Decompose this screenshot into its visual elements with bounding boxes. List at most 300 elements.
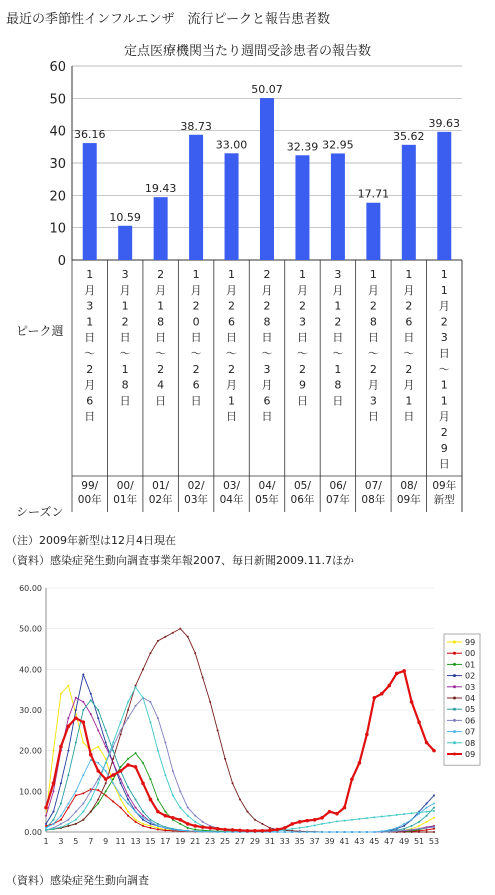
series-point-05	[157, 823, 159, 825]
series-point-08	[112, 742, 114, 744]
series-point-07	[82, 774, 84, 776]
series-point-01	[187, 827, 189, 829]
series-point-04	[157, 640, 159, 642]
series-point-09	[261, 829, 265, 833]
series-point-99	[433, 817, 435, 819]
series-point-00	[105, 794, 107, 796]
season-label-line2: 02年	[148, 494, 173, 506]
x-tick-label: 47	[384, 837, 395, 846]
series-point-09	[335, 812, 339, 816]
series-point-04	[187, 636, 189, 638]
series-line-08	[46, 687, 434, 831]
series-line-04	[46, 629, 434, 832]
series-point-06	[179, 790, 181, 792]
series-point-04	[105, 782, 107, 784]
series-point-01	[142, 762, 144, 764]
series-point-08	[142, 697, 144, 699]
series-point-99	[60, 693, 62, 695]
series-point-08	[52, 828, 54, 830]
series-point-01	[149, 778, 151, 780]
series-point-03	[120, 778, 122, 780]
season-label-line2: 07年	[325, 494, 350, 506]
legend-marker-05	[453, 708, 456, 711]
series-point-04	[426, 831, 428, 833]
series-point-09	[82, 720, 86, 724]
x-tick-label: 9	[103, 837, 109, 846]
series-point-04	[433, 831, 435, 833]
series-point-02	[105, 742, 107, 744]
series-point-09	[343, 806, 347, 810]
peak-week-table	[72, 260, 462, 512]
series-point-06	[75, 811, 77, 813]
peak-week-label: 2 月 1 8 日〜 2 4 日	[155, 268, 167, 408]
series-point-09	[67, 724, 71, 728]
series-point-00	[112, 801, 114, 803]
series-point-07	[411, 819, 413, 821]
series-point-09	[104, 777, 108, 781]
series-line-99	[46, 686, 434, 832]
series-point-08	[403, 813, 405, 815]
series-point-08	[75, 819, 77, 821]
series-point-08	[351, 819, 353, 821]
bar	[295, 155, 309, 260]
line-chart	[0, 570, 495, 855]
series-point-06	[433, 826, 435, 828]
series-point-08	[366, 817, 368, 819]
series-point-07	[149, 821, 151, 823]
x-tick-label: 37	[309, 837, 320, 846]
series-point-07	[388, 829, 390, 831]
series-point-03	[135, 807, 137, 809]
legend-label-01: 01	[465, 660, 476, 670]
series-point-08	[105, 762, 107, 764]
series-point-07	[343, 831, 345, 833]
series-point-08	[358, 818, 360, 820]
note-text: （注）2009年新型は12月4日現在	[6, 534, 176, 547]
series-point-09	[290, 822, 294, 826]
series-point-08	[120, 721, 122, 723]
y-tick-label: 60	[49, 60, 66, 75]
series-point-03	[142, 815, 144, 817]
peak-week-label: 1 月 2 6 日〜 2 月 1 日	[226, 268, 238, 424]
series-point-05	[105, 729, 107, 731]
season-label-line1: 05/	[294, 480, 311, 492]
legend-marker-00	[453, 652, 456, 655]
series-point-09	[52, 781, 56, 785]
series-point-08	[172, 794, 174, 796]
series-point-06	[418, 828, 420, 830]
series-point-09	[208, 826, 212, 830]
series-point-06	[112, 746, 114, 748]
series-point-04	[254, 819, 256, 821]
series-point-99	[97, 746, 99, 748]
series-point-07	[52, 823, 54, 825]
series-point-08	[411, 812, 413, 814]
series-point-01	[179, 823, 181, 825]
season-label-line1: 09年	[432, 480, 457, 492]
series-point-02	[67, 750, 69, 752]
series-point-03	[127, 794, 129, 796]
series-point-06	[411, 829, 413, 831]
series-point-08	[164, 774, 166, 776]
peak-week-label: ピーク週	[16, 324, 64, 338]
season-label: シーズン	[16, 505, 64, 519]
series-point-09	[179, 818, 183, 822]
series-point-09	[149, 798, 153, 802]
series-point-09	[328, 810, 332, 814]
series-point-09	[305, 819, 309, 823]
series-point-06	[202, 821, 204, 823]
series-point-02	[426, 803, 428, 805]
bar	[118, 226, 132, 260]
series-point-02	[52, 811, 54, 813]
series-point-07	[306, 831, 308, 833]
series-point-00	[149, 827, 151, 829]
series-point-05	[149, 819, 151, 821]
peak-week-label: 1 月 2 6 日〜 2 月 1 日	[403, 268, 415, 424]
series-point-04	[261, 823, 263, 825]
series-point-05	[67, 774, 69, 776]
series-point-07	[381, 830, 383, 832]
series-point-07	[179, 829, 181, 831]
series-point-00	[82, 792, 84, 794]
line-chart-series	[44, 628, 436, 833]
series-point-99	[105, 758, 107, 760]
series-point-05	[60, 803, 62, 805]
peak-week-label: 3 月 1 2 日〜 1 8 日	[332, 268, 344, 408]
series-point-07	[45, 827, 47, 829]
series-point-09	[216, 827, 220, 831]
series-point-04	[127, 709, 129, 711]
peak-week-label: 1 月 3 1 日〜 2 月 6 日	[84, 268, 96, 424]
series-point-04	[194, 652, 196, 654]
series-point-09	[201, 825, 205, 829]
series-point-09	[141, 781, 145, 785]
series-point-08	[149, 721, 151, 723]
series-point-03	[97, 729, 99, 731]
y-tick-label: 50	[49, 92, 66, 108]
series-point-00	[157, 829, 159, 831]
data-label: 10.59	[109, 210, 141, 224]
series-point-05	[75, 742, 77, 744]
series-point-09	[373, 696, 377, 700]
data-label: 50.07	[251, 83, 283, 97]
x-tick-label: 31	[264, 837, 275, 846]
series-point-99	[142, 823, 144, 825]
y-tick-label: 0.00	[24, 828, 42, 837]
series-point-01	[135, 752, 137, 754]
series-point-08	[314, 824, 316, 826]
series-point-04	[224, 758, 226, 760]
series-point-02	[149, 823, 151, 825]
series-point-09	[358, 761, 362, 765]
series-point-99	[82, 742, 84, 744]
series-point-09	[432, 749, 436, 753]
series-point-04	[179, 628, 181, 630]
x-tick-label: 29	[249, 837, 261, 846]
series-point-09	[246, 829, 250, 833]
series-point-04	[112, 758, 114, 760]
y-tick-label: 20	[49, 189, 66, 205]
bar	[154, 197, 168, 260]
series-point-02	[403, 825, 405, 827]
page-title: 最近の季節性インフルエンザ 流行ピークと報告患者数	[6, 12, 330, 27]
series-point-09	[350, 777, 354, 781]
series-point-07	[433, 803, 435, 805]
series-point-04	[172, 632, 174, 634]
series-point-05	[411, 825, 413, 827]
series-point-09	[156, 810, 160, 814]
series-point-07	[209, 831, 211, 833]
series-point-06	[157, 717, 159, 719]
x-tick-label: 43	[354, 837, 365, 846]
series-point-08	[396, 814, 398, 816]
series-point-09	[111, 773, 115, 777]
source-text: （資料）感染症発生動向調査事業年報2007、毎日新聞2009.11.7ほか	[6, 554, 354, 567]
series-point-09	[238, 829, 242, 833]
series-point-07	[164, 827, 166, 829]
x-tick-label: 21	[190, 837, 201, 846]
legend-label-04: 04	[465, 694, 476, 703]
series-point-04	[418, 831, 420, 833]
series-point-02	[127, 798, 129, 800]
y-tick-label: 10.00	[19, 787, 42, 797]
data-label: 17.71	[357, 187, 390, 201]
series-point-08	[187, 815, 189, 817]
series-point-09	[276, 828, 280, 832]
series-point-09	[268, 829, 272, 833]
series-point-09	[231, 828, 235, 832]
series-point-02	[60, 782, 62, 784]
series-point-05	[97, 709, 99, 711]
series-point-01	[164, 811, 166, 813]
series-point-07	[358, 831, 360, 833]
season-label-line1: 99/	[81, 480, 99, 492]
series-point-02	[433, 794, 435, 796]
series-point-07	[336, 831, 338, 833]
series-point-99	[149, 825, 151, 827]
season-label-line2: 06年	[290, 494, 315, 506]
series-point-06	[135, 705, 137, 707]
season-label-line2: 00年	[77, 494, 102, 506]
series-line-01	[46, 753, 434, 832]
series-point-08	[388, 815, 390, 817]
series-point-04	[164, 636, 166, 638]
series-point-09	[89, 753, 93, 757]
x-tick-label: 17	[160, 837, 171, 846]
series-point-06	[194, 815, 196, 817]
legend-marker-04	[453, 697, 456, 700]
source-text-2: （資料）感染症発生動向調査	[6, 874, 149, 887]
series-point-05	[426, 815, 428, 817]
series-point-09	[417, 720, 421, 724]
series-point-06	[60, 823, 62, 825]
data-label: 38.73	[180, 119, 212, 133]
x-tick-label: 11	[115, 837, 126, 846]
series-point-08	[67, 823, 69, 825]
series-point-07	[366, 831, 368, 833]
series-point-08	[60, 826, 62, 828]
season-label-line2: 新型	[433, 494, 455, 506]
series-point-06	[187, 807, 189, 809]
series-point-07	[351, 831, 353, 833]
series-point-06	[127, 717, 129, 719]
series-point-08	[418, 811, 420, 813]
series-point-09	[74, 716, 78, 720]
series-point-07	[90, 759, 92, 761]
series-point-09	[59, 745, 63, 749]
data-label: 39.63	[428, 116, 461, 130]
legend-marker-08	[453, 741, 456, 744]
series-point-07	[202, 831, 204, 833]
legend-label-05: 05	[465, 705, 476, 715]
series-point-05	[433, 807, 435, 809]
bar	[189, 135, 203, 260]
series-point-07	[321, 831, 323, 833]
series-point-09	[96, 769, 100, 773]
series-point-09	[186, 822, 190, 826]
x-tick-label: 33	[279, 837, 290, 846]
series-point-08	[299, 827, 301, 829]
series-point-07	[314, 831, 316, 833]
series-point-03	[105, 746, 107, 748]
series-point-09	[134, 765, 138, 769]
series-point-03	[52, 790, 54, 792]
series-point-05	[418, 821, 420, 823]
season-label-line2: 09年	[396, 494, 421, 506]
series-point-04	[239, 798, 241, 800]
series-point-00	[97, 789, 99, 791]
x-tick-label: 19	[175, 837, 186, 846]
data-label: 36.16	[73, 128, 106, 142]
series-point-00	[60, 819, 62, 821]
series-point-09	[402, 669, 406, 673]
series-point-07	[187, 830, 189, 832]
series-point-08	[135, 686, 137, 688]
series-point-08	[291, 828, 293, 830]
series-point-06	[396, 830, 398, 832]
series-point-09	[298, 820, 302, 824]
series-point-07	[142, 817, 144, 819]
bar	[331, 153, 345, 260]
legend-marker-01	[453, 663, 456, 666]
season-label-line1: 08/	[400, 480, 418, 492]
series-point-00	[75, 794, 77, 796]
series-point-08	[127, 701, 129, 703]
y-tick-label: 20.00	[19, 746, 42, 756]
series-point-08	[343, 820, 345, 822]
series-point-03	[90, 713, 92, 715]
series-point-02	[90, 693, 92, 695]
y-tick-label: 40.00	[19, 665, 42, 675]
legend-marker-06	[453, 719, 456, 722]
series-point-08	[426, 811, 428, 813]
x-tick-label: 35	[294, 837, 305, 846]
x-tick-label: 5	[73, 837, 79, 846]
peak-week-label: 1 月 2 3 日〜 2 9 日	[296, 268, 308, 408]
series-point-99	[67, 685, 69, 687]
series-point-00	[127, 815, 129, 817]
series-point-01	[97, 803, 99, 805]
data-label: 32.39	[286, 140, 319, 154]
x-tick-label: 13	[130, 837, 141, 846]
x-tick-label: 27	[234, 837, 246, 846]
series-point-09	[119, 769, 123, 773]
series-point-09	[425, 741, 429, 745]
series-point-01	[120, 766, 122, 768]
series-point-99	[127, 811, 129, 813]
x-tick-label: 39	[324, 837, 335, 846]
series-point-08	[381, 816, 383, 818]
series-point-08	[433, 810, 435, 812]
series-point-07	[217, 831, 219, 833]
series-point-03	[75, 697, 77, 699]
series-point-06	[403, 829, 405, 831]
season-label-line2: 08年	[361, 494, 386, 506]
series-point-09	[44, 806, 48, 810]
series-point-07	[373, 831, 375, 833]
legend-marker-09	[453, 753, 456, 756]
series-point-05	[82, 709, 84, 711]
series-point-04	[120, 733, 122, 735]
x-tick-label: 53	[428, 837, 440, 846]
y-tick-label: 50.00	[19, 624, 42, 634]
x-tick-label: 7	[88, 837, 94, 846]
series-point-99	[52, 750, 54, 752]
series-line-07	[46, 760, 434, 832]
data-label: 32.95	[322, 138, 354, 152]
series-point-09	[387, 684, 391, 688]
series-point-09	[380, 692, 384, 696]
series-point-07	[396, 827, 398, 829]
series-point-08	[373, 816, 375, 818]
x-tick-label: 41	[339, 837, 350, 846]
series-line-00	[46, 789, 434, 832]
legend-label-03: 03	[465, 682, 476, 692]
series-point-01	[112, 778, 114, 780]
series-point-02	[142, 819, 144, 821]
series-point-05	[112, 750, 114, 752]
series-point-09	[164, 814, 168, 818]
chart-title: 定点医療機関当たり週間受診患者の報告数	[123, 44, 371, 59]
series-point-08	[306, 826, 308, 828]
series-point-06	[97, 778, 99, 780]
series-point-06	[172, 770, 174, 772]
series-point-04	[209, 701, 211, 703]
series-point-04	[411, 831, 413, 833]
series-point-07	[67, 803, 69, 805]
series-point-07	[127, 803, 129, 805]
series-point-09	[171, 816, 175, 820]
series-point-02	[120, 782, 122, 784]
legend-label-06: 06	[465, 716, 476, 726]
bar-chart-bars	[74, 83, 460, 260]
series-point-05	[90, 699, 92, 701]
data-label: 19.43	[144, 182, 177, 196]
series-point-07	[120, 794, 122, 796]
series-point-09	[253, 829, 257, 833]
series-point-01	[127, 758, 129, 760]
season-label-line2: 04年	[219, 494, 244, 506]
season-label-line2: 05年	[255, 494, 279, 506]
series-point-07	[194, 830, 196, 832]
peak-week-label: 3 月 1 2 日〜 1 8 日	[119, 268, 131, 408]
series-point-09	[223, 828, 227, 832]
legend-label-99: 99	[465, 638, 476, 647]
series-point-07	[112, 782, 114, 784]
series-point-09	[193, 824, 197, 828]
series-point-06	[149, 701, 151, 703]
